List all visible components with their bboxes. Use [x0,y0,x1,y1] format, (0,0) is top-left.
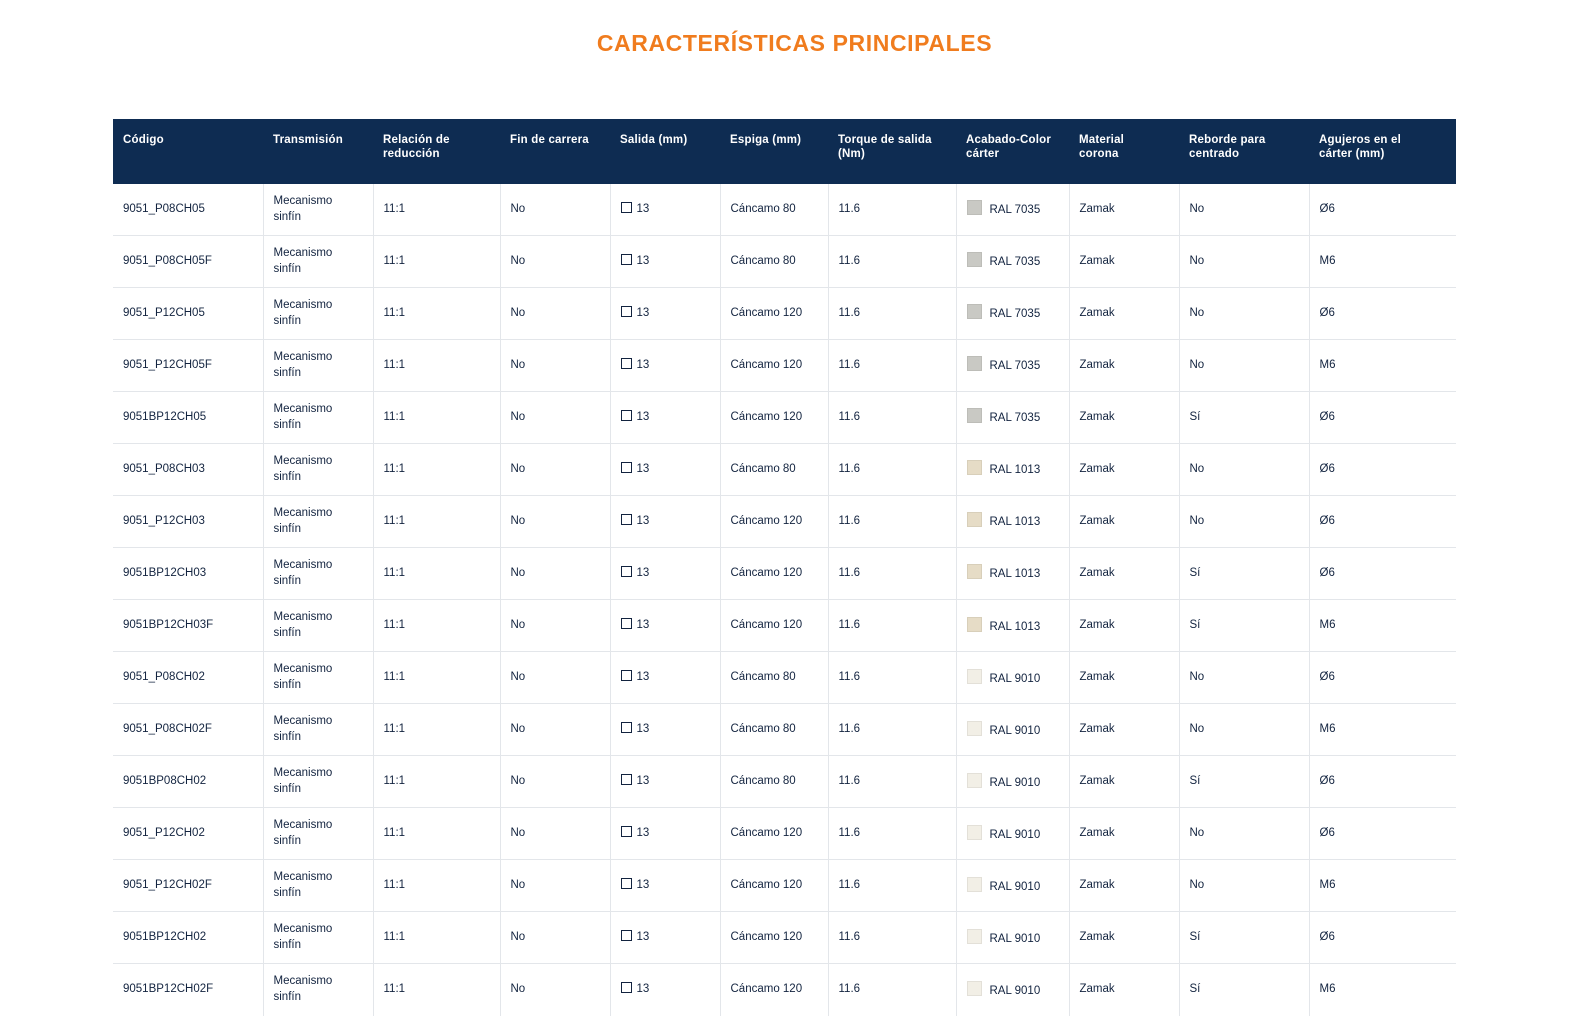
cell-acabado-value: RAL 7035 [989,412,1041,425]
cell-codigo: 9051_P12CH03 [113,496,263,548]
cell-salida-value: 13 [636,671,650,684]
cell-torque: 11.6 [828,340,956,392]
cell-acabado-color [956,392,1069,444]
cell-agujeros: M6 [1319,983,1336,996]
square-section-icon [621,566,632,577]
cell-transmision: Mecanismo sinfín [263,912,373,964]
cell-espiga: Cáncamo 80 [720,236,828,288]
cell-salida-value: 13 [636,202,650,215]
cell-fin-carrera: No [500,756,610,808]
cell-fin-carrera: No [500,860,610,912]
cell-salida [610,600,720,652]
cell-espiga: Cáncamo 120 [720,964,828,1016]
cell-agujeros: Ø6 [1309,288,1456,340]
cell-salida-value: 13 [636,514,650,527]
color-swatch-icon [967,929,982,944]
square-section-icon [621,462,632,473]
cell-material: Zamak [1069,548,1179,600]
cell-codigo: 9051_P12CH05 [113,288,263,340]
cell-agujeros: Ø6 [1309,548,1456,600]
table-row [113,600,1456,652]
cell-agujeros: Ø6 [1309,444,1456,496]
cell-agujeros: M6 [1309,860,1456,912]
cell-torque: 11.6 [828,184,956,236]
table-header-row [113,119,1456,184]
cell-relacion: 11:1 [373,808,500,860]
cell-torque: 11.6 [828,860,956,912]
column-header-codigo: Código [113,119,263,184]
color-swatch-icon [967,721,982,736]
cell-espiga: Cáncamo 80 [720,756,828,808]
cell-transmision: Mecanismo sinfín [263,548,373,600]
cell-agujeros: Ø6 [1309,652,1456,704]
cell-transmision: Mecanismo sinfín [263,756,373,808]
cell-relacion: 11:1 [373,652,500,704]
cell-codigo: 9051_P08CH02F [113,704,263,756]
cell-agujeros: M6 [1309,600,1456,652]
cell-fin-carrera: No [500,444,610,496]
cell-acabado-value: RAL 9010 [989,724,1041,737]
cell-codigo: 9051_P08CH03 [113,444,263,496]
cell-acabado-value: RAL 9010 [989,776,1041,789]
cell-acabado-color [956,808,1069,860]
cell-salida-value: 13 [636,566,650,579]
color-swatch-icon [967,460,982,475]
cell-agujeros: M6 [1309,340,1456,392]
color-swatch-icon [967,564,982,579]
cell-torque: 11.6 [828,912,956,964]
cell-material: Zamak [1069,496,1179,548]
square-section-icon [621,774,632,785]
cell-salida [610,184,720,236]
square-section-icon [621,306,632,317]
cell-salida-value: 13 [636,410,650,423]
cell-fin-carrera: No [500,184,610,236]
cell-acabado-value: RAL 7035 [989,308,1041,321]
cell-salida [610,860,720,912]
cell-acabado-value: RAL 7035 [989,204,1041,217]
cell-material: Zamak [1069,288,1179,340]
table-body [113,184,1456,1016]
table-row [113,652,1456,704]
cell-reborde: No [1179,652,1309,704]
cell-acabado-color [956,756,1069,808]
cell-acabado-value: RAL 1013 [989,568,1041,581]
cell-torque: 11.6 [828,548,956,600]
cell-codigo: 9051BP12CH03 [113,548,263,600]
cell-espiga: Cáncamo 120 [720,496,828,548]
cell-acabado-value: RAL 9010 [989,828,1041,841]
cell-acabado-value: RAL 9010 [989,932,1041,945]
column-header-torque-salida: Torque de salida (Nm) [828,119,956,184]
cell-espiga: Cáncamo 120 [720,392,828,444]
cell-material: Zamak [1069,964,1179,1016]
cell-salida-value: 13 [636,619,650,631]
column-header-fin-de-carrera: Fin de carrera [500,119,610,184]
cell-acabado-value: RAL 9010 [989,984,1041,997]
cell-espiga: Cáncamo 120 [720,600,828,652]
table-row [113,444,1456,496]
cell-transmision: Mecanismo sinfín [263,236,373,288]
cell-espiga: Cáncamo 120 [720,548,828,600]
cell-relacion: 11:1 [373,444,500,496]
cell-transmision: Mecanismo sinfín [263,808,373,860]
cell-fin-carrera: No [500,392,610,444]
cell-material: Zamak [1069,652,1179,704]
cell-relacion: 11:1 [373,964,500,1016]
table-row [113,392,1456,444]
column-header-acabado-color-carter: Acabado-Color cárter [956,119,1069,184]
cell-acabado-value: RAL 7035 [989,360,1041,373]
cell-relacion: 11:1 [373,548,500,600]
cell-relacion: 11:1 [373,756,500,808]
column-header-relacion-reduccion: Relación de reducción [373,119,500,184]
cell-transmision: Mecanismo sinfín [263,496,373,548]
table-row [113,496,1456,548]
color-swatch-icon [967,200,982,215]
cell-acabado-color [956,912,1069,964]
cell-material: Zamak [1069,600,1179,652]
cell-espiga: Cáncamo 120 [720,912,828,964]
square-section-icon [621,982,632,993]
cell-acabado-color [956,860,1069,912]
cell-fin-carrera: No [500,964,610,1016]
cell-material: Zamak [1069,340,1179,392]
cell-salida [610,288,720,340]
table-row [113,548,1456,600]
cell-acabado-color [956,652,1069,704]
table-row [113,288,1456,340]
cell-salida-value: 13 [636,827,650,840]
cell-fin-carrera: No [500,236,610,288]
cell-salida-value: 13 [636,306,650,319]
cell-reborde: Sí [1179,912,1309,964]
cell-salida [610,496,720,548]
cell-relacion: 11:1 [373,496,500,548]
table-row [113,704,1456,756]
table-row [113,912,1456,964]
spec-table [113,119,1456,1016]
cell-salida [610,392,720,444]
cell-acabado-color [956,340,1069,392]
cell-torque: 11.6 [828,288,956,340]
cell-codigo: 9051_P08CH05F [113,236,263,288]
cell-transmision: Mecanismo sinfín [263,340,373,392]
cell-relacion: 11:1 [373,600,500,652]
cell-salida-value: 13 [636,931,650,944]
column-header-transmision: Transmisión [263,119,373,184]
cell-espiga: Cáncamo 120 [720,808,828,860]
cell-codigo: 9051_P12CH05F [113,340,263,392]
cell-material: Zamak [1069,392,1179,444]
square-section-icon [621,930,632,941]
cell-codigo: 9051_P12CH02F [113,860,263,912]
cell-salida [610,444,720,496]
cell-codigo: 9051BP12CH02 [113,912,263,964]
cell-fin-carrera: No [500,340,610,392]
table-row [113,860,1456,912]
cell-codigo: 9051_P08CH02 [113,652,263,704]
cell-acabado-color [956,548,1069,600]
cell-transmision: Mecanismo sinfín [263,704,373,756]
cell-torque: 11.6 [828,704,956,756]
cell-espiga: Cáncamo 120 [720,340,828,392]
cell-reborde: No [1179,496,1309,548]
column-header-material-corona: Material corona [1069,119,1179,184]
cell-salida [610,652,720,704]
cell-fin-carrera: No [500,288,610,340]
cell-acabado-value: RAL 1013 [989,464,1041,477]
cell-transmision: Mecanismo sinfín [263,652,373,704]
color-swatch-icon [967,304,982,319]
cell-reborde: No [1179,860,1309,912]
cell-torque: 11.6 [828,496,956,548]
cell-material: Zamak [1069,756,1179,808]
cell-acabado-value: RAL 9010 [989,880,1041,893]
color-swatch-icon [967,512,982,527]
cell-salida [610,912,720,964]
cell-material: Zamak [1069,184,1179,236]
cell-fin-carrera: No [500,652,610,704]
cell-reborde: No [1179,184,1309,236]
spec-table-container [113,119,1456,1016]
cell-fin-carrera: No [500,912,610,964]
color-swatch-icon [967,669,982,684]
color-swatch-icon [967,773,982,788]
cell-relacion: 11:1 [373,288,500,340]
cell-transmision: Mecanismo sinfín [263,964,373,1016]
square-section-icon [621,358,632,369]
column-header-salida: Salida (mm) [610,119,720,184]
cell-agujeros: Ø6 [1309,808,1456,860]
cell-material: Zamak [1069,236,1179,288]
cell-salida-value: 13 [636,358,650,371]
cell-agujeros: Ø6 [1309,392,1456,444]
cell-acabado-color [956,236,1069,288]
cell-espiga: Cáncamo 80 [720,444,828,496]
cell-salida-value: 13 [636,775,650,788]
cell-agujeros: Ø6 [1309,184,1456,236]
cell-acabado-color [956,600,1069,652]
cell-transmision: Mecanismo sinfín [263,184,373,236]
cell-transmision: Mecanismo sinfín [263,288,373,340]
table-row [113,184,1456,236]
color-swatch-icon [967,356,982,371]
cell-torque: 11.6 [828,808,956,860]
square-section-icon [621,618,632,629]
cell-acabado-value: RAL 9010 [989,672,1041,685]
cell-acabado-value: RAL 1013 [989,516,1041,529]
cell-relacion: 11:1 [373,392,500,444]
cell-salida-value: 13 [636,723,650,736]
cell-reborde: Sí [1179,756,1309,808]
cell-material: Zamak [1069,912,1179,964]
column-header-espiga: Espiga (mm) [720,119,828,184]
color-swatch-icon [967,617,982,632]
cell-codigo: 9051_P08CH05 [113,184,263,236]
column-header-agujeros-carter: Agujeros en el cárter (mm) [1309,119,1456,184]
cell-acabado-value: RAL 7035 [989,256,1041,269]
cell-acabado-color [956,184,1069,236]
color-swatch-icon [967,877,982,892]
cell-torque: 11.6 [828,600,956,652]
cell-espiga: Cáncamo 80 [720,652,828,704]
color-swatch-icon [967,252,982,267]
cell-codigo: 9051BP12CH05 [113,392,263,444]
cell-fin-carrera: No [500,600,610,652]
square-section-icon [621,826,632,837]
cell-material: Zamak [1069,860,1179,912]
cell-codigo: 9051_P12CH02 [113,808,263,860]
cell-transmision: Mecanismo sinfín [263,600,373,652]
square-section-icon [621,514,632,525]
cell-reborde: No [1179,444,1309,496]
table-row [113,964,1456,1016]
cell-reborde: Sí [1179,600,1309,652]
cell-fin-carrera: No [500,548,610,600]
table-header [113,119,1456,184]
cell-fin-carrera: No [500,808,610,860]
cell-codigo: 9051BP12CH03F [113,600,263,652]
cell-torque: 11.6 [828,236,956,288]
cell-codigo: 9051BP08CH02 [113,756,263,808]
cell-relacion: 11:1 [373,704,500,756]
cell-reborde: No [1179,704,1309,756]
cell-transmision: Mecanismo sinfín [263,392,373,444]
color-swatch-icon [967,825,982,840]
square-section-icon [621,410,632,421]
square-section-icon [621,722,632,733]
cell-agujeros: Ø6 [1309,756,1456,808]
cell-espiga: Cáncamo 120 [720,860,828,912]
cell-espiga: Cáncamo 120 [720,288,828,340]
cell-salida [610,704,720,756]
table-row [113,808,1456,860]
cell-torque: 11.6 [828,652,956,704]
cell-torque: 11.6 [828,964,956,1016]
cell-reborde: Sí [1179,964,1309,1016]
cell-reborde: No [1179,808,1309,860]
square-section-icon [621,202,632,213]
cell-relacion: 11:1 [373,912,500,964]
cell-acabado-color [956,288,1069,340]
color-swatch-icon [967,408,982,423]
cell-transmision: Mecanismo sinfín [263,444,373,496]
cell-fin-carrera: No [500,704,610,756]
cell-agujeros: M6 [1309,704,1456,756]
cell-salida-value: 13 [636,462,650,475]
cell-relacion: 11:1 [373,340,500,392]
cell-salida-value: 13 [636,254,650,267]
cell-fin-carrera: No [500,496,610,548]
cell-salida [610,964,720,1016]
cell-acabado-color [956,444,1069,496]
cell-material: Zamak [1069,808,1179,860]
cell-salida [610,548,720,600]
cell-relacion: 11:1 [373,184,500,236]
cell-salida [610,340,720,392]
cell-reborde: No [1179,236,1309,288]
cell-reborde: Sí [1179,548,1309,600]
cell-agujeros: Ø6 [1309,912,1456,964]
page-title: CARACTERÍSTICAS PRINCIPALES [596,30,993,56]
square-section-icon [621,670,632,681]
cell-reborde: No [1179,340,1309,392]
color-swatch-icon [967,981,982,996]
cell-material: Zamak [1069,444,1179,496]
cell-codigo: 9051BP12CH02F [113,964,263,1016]
cell-reborde: No [1179,288,1309,340]
cell-relacion: 11:1 [373,860,500,912]
cell-salida [610,808,720,860]
cell-acabado-color [956,964,1069,1016]
column-header-reborde-centrado: Reborde para centrado [1179,119,1309,184]
cell-reborde: Sí [1179,392,1309,444]
cell-material: Zamak [1069,704,1179,756]
table-row [113,756,1456,808]
square-section-icon [621,878,632,889]
cell-agujeros: M6 [1309,236,1456,288]
cell-torque: 11.6 [828,392,956,444]
square-section-icon [621,254,632,265]
cell-agujeros: Ø6 [1309,496,1456,548]
cell-salida-value: 13 [636,879,650,892]
cell-acabado-color [956,704,1069,756]
cell-salida [610,756,720,808]
cell-transmision: Mecanismo sinfín [263,860,373,912]
cell-espiga: Cáncamo 80 [720,184,828,236]
cell-espiga: Cáncamo 80 [720,704,828,756]
table-row [113,236,1456,288]
table-row [113,340,1456,392]
cell-torque: 11.6 [828,756,956,808]
cell-torque: 11.6 [828,444,956,496]
cell-salida [610,236,720,288]
cell-acabado-value: RAL 1013 [989,620,1041,633]
cell-salida-value: 13 [636,983,650,996]
cell-relacion: 11:1 [373,236,500,288]
cell-acabado-color [956,496,1069,548]
